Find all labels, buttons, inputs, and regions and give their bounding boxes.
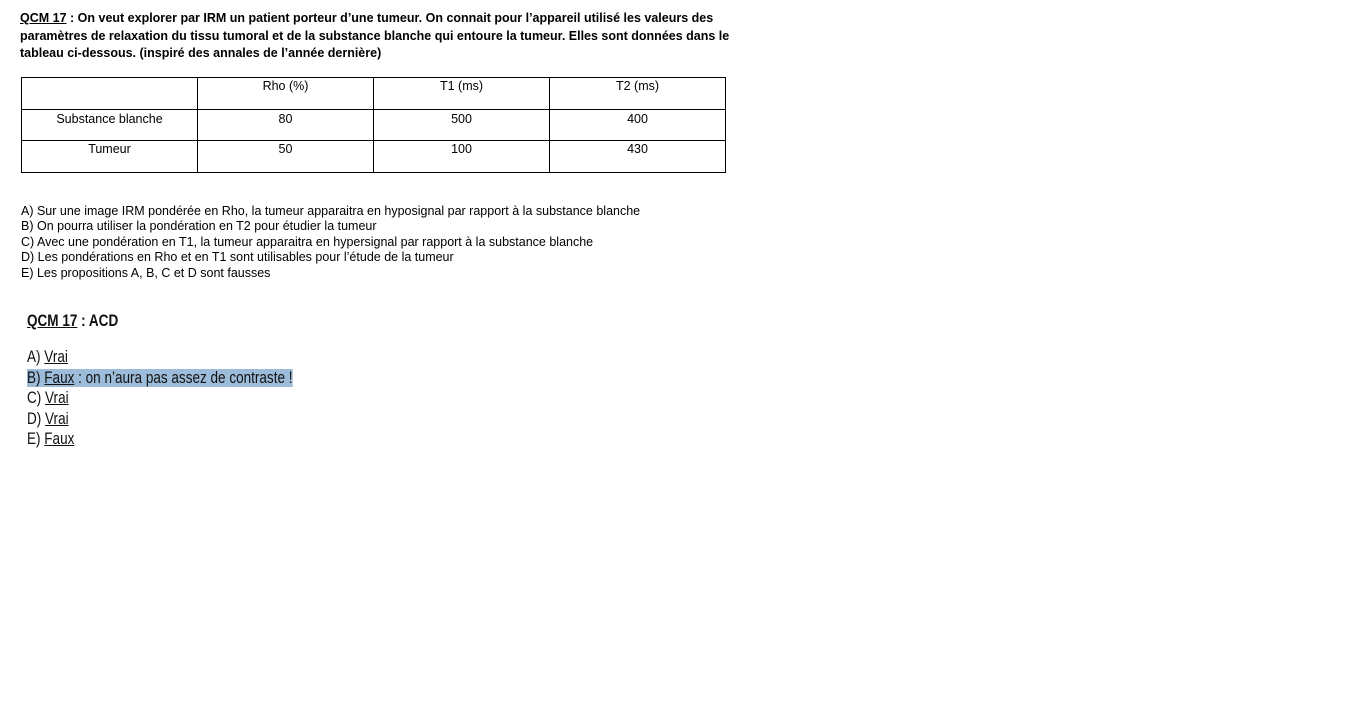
question-number: QCM 17 bbox=[20, 11, 67, 25]
question-statement bbox=[20, 10, 740, 63]
answer-options bbox=[21, 204, 640, 281]
table-cell: 430 bbox=[550, 141, 726, 173]
table-header-cell: T2 (ms) bbox=[550, 78, 726, 110]
table-header-cell: T1 (ms) bbox=[374, 78, 550, 110]
correction-verdict: Vrai bbox=[44, 348, 68, 366]
correction-title bbox=[27, 311, 293, 331]
relaxation-parameters-table bbox=[21, 77, 726, 173]
table-cell: 80 bbox=[198, 110, 374, 141]
correction-letter: D) bbox=[27, 409, 46, 428]
correction-verdict: Vrai bbox=[45, 389, 69, 407]
table-row bbox=[22, 110, 726, 141]
correction-verdict: Faux bbox=[44, 368, 75, 387]
correction-question-number: QCM 17 bbox=[27, 312, 78, 330]
correction-answer-key: : ACD bbox=[77, 312, 119, 330]
option-c: C) Avec une pondération en T1, la tumeur apparaitra en hypersignal par rapport à la substance blanche bbox=[21, 234, 594, 249]
correction-item-b[interactable] bbox=[27, 368, 293, 389]
option-a: A) Sur une image IRM pondérée en Rho, la tumeur apparaitra en hyposignal par rapport à la substance blanche bbox=[21, 204, 641, 218]
table-header-cell bbox=[22, 78, 198, 110]
option-e: E) Les propositions A, B, C et D sont fausses bbox=[21, 265, 271, 280]
table-header-cell: Rho (%) bbox=[198, 78, 374, 110]
table-header-row bbox=[22, 78, 726, 110]
correction-item-a bbox=[27, 347, 293, 368]
table-cell: Tumeur bbox=[22, 141, 198, 173]
correction-block bbox=[27, 311, 293, 450]
table-cell: Substance blanche bbox=[22, 110, 198, 141]
option-d: D) Les pondérations en Rho et en T1 sont utilisables pour l’étude de la tumeur bbox=[21, 250, 454, 265]
table-row bbox=[22, 141, 726, 173]
question-separator: : bbox=[66, 11, 78, 25]
selected-text[interactable] bbox=[27, 369, 293, 387]
table-cell: 50 bbox=[198, 141, 374, 173]
correction-letter: E) bbox=[27, 430, 45, 448]
correction-letter: A) bbox=[27, 348, 45, 366]
option-b: B) On pourra utiliser la pondération en T2 pour étudier la tumeur bbox=[21, 219, 377, 234]
correction-verdict: Faux bbox=[44, 430, 75, 448]
table-cell: 500 bbox=[374, 110, 550, 141]
correction-item-c bbox=[27, 388, 293, 409]
correction-letter: B) bbox=[27, 368, 45, 387]
correction-item-e bbox=[27, 429, 293, 450]
table-cell: 400 bbox=[550, 110, 726, 141]
correction-item-d bbox=[27, 409, 293, 430]
correction-letter: C) bbox=[27, 389, 46, 407]
correction-verdict: Vrai bbox=[45, 409, 69, 428]
table-cell: 100 bbox=[374, 141, 550, 173]
correction-comment: : on n’aura pas assez de contraste ! bbox=[74, 368, 293, 387]
question-text: On veut explorer par IRM un patient porteur d’une tumeur. On connait pour l’appareil utilisé les valeurs des paramètres de relaxation du tissu tumoral et de la substance blanche qui entoure la tumeur. Elles sont données dans le tableau ci-dessous. (inspiré des annales de l’année dernière) bbox=[20, 11, 730, 60]
